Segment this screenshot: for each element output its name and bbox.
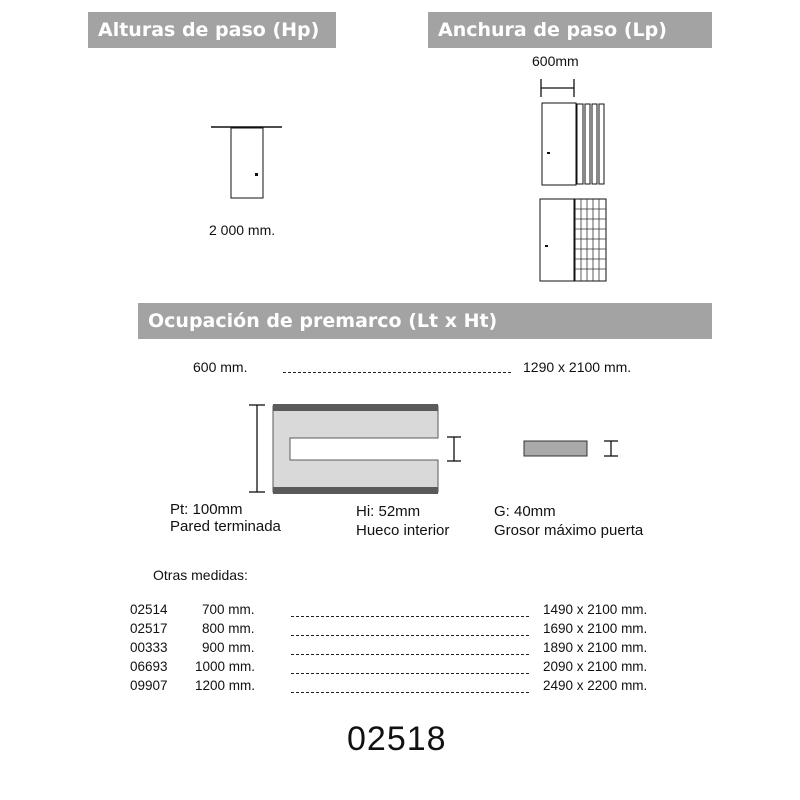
row-dimension: 1490 x 2100 mm. <box>543 602 648 617</box>
legend-g-value: G: 40mm <box>494 503 556 520</box>
row-width: 1200 mm. <box>195 678 256 693</box>
product-code: 02518 <box>347 720 447 758</box>
row-width: 900 mm. <box>202 640 255 655</box>
legend-hi-value: Hi: 52mm <box>356 503 421 520</box>
section-header-anchura: Anchura de paso (Lp) <box>428 12 712 48</box>
otras-medidas-title: Otras medidas: <box>153 567 248 583</box>
door-width-label: 600mm <box>532 53 579 69</box>
ocupacion-width: 600 mm. <box>193 359 248 375</box>
door-height-label: 2 000 mm. <box>209 222 276 238</box>
row-leader <box>291 616 529 617</box>
row-width: 800 mm. <box>202 621 255 636</box>
row-dimension: 1890 x 2100 mm. <box>543 640 648 655</box>
row-leader <box>291 692 529 693</box>
row-code: 09907 <box>130 678 168 693</box>
row-code: 02517 <box>130 621 168 636</box>
row-dimension: 2490 x 2200 mm. <box>543 678 648 693</box>
legend-pt-desc: Pared terminada <box>170 518 281 535</box>
row-width: 1000 mm. <box>195 659 256 674</box>
row-code: 06693 <box>130 659 168 674</box>
row-leader <box>291 654 529 655</box>
ocupacion-dimension: 1290 x 2100 mm. <box>523 359 632 375</box>
row-dimension: 2090 x 2100 mm. <box>543 659 648 674</box>
row-code: 00333 <box>130 640 168 655</box>
legend-g-desc: Grosor máximo puerta <box>494 522 644 539</box>
row-width: 700 mm. <box>202 602 255 617</box>
row-leader <box>291 635 529 636</box>
legend-pt-value: Pt: 100mm <box>170 501 243 518</box>
section-header-alturas: Alturas de paso (Hp) <box>88 12 336 48</box>
legend-hi-desc: Hueco interior <box>356 522 450 539</box>
section-header-ocupacion: Ocupación de premarco (Lt x Ht) <box>138 303 712 339</box>
row-leader <box>291 673 529 674</box>
row-dimension: 1690 x 2100 mm. <box>543 621 648 636</box>
row-code: 02514 <box>130 602 168 617</box>
